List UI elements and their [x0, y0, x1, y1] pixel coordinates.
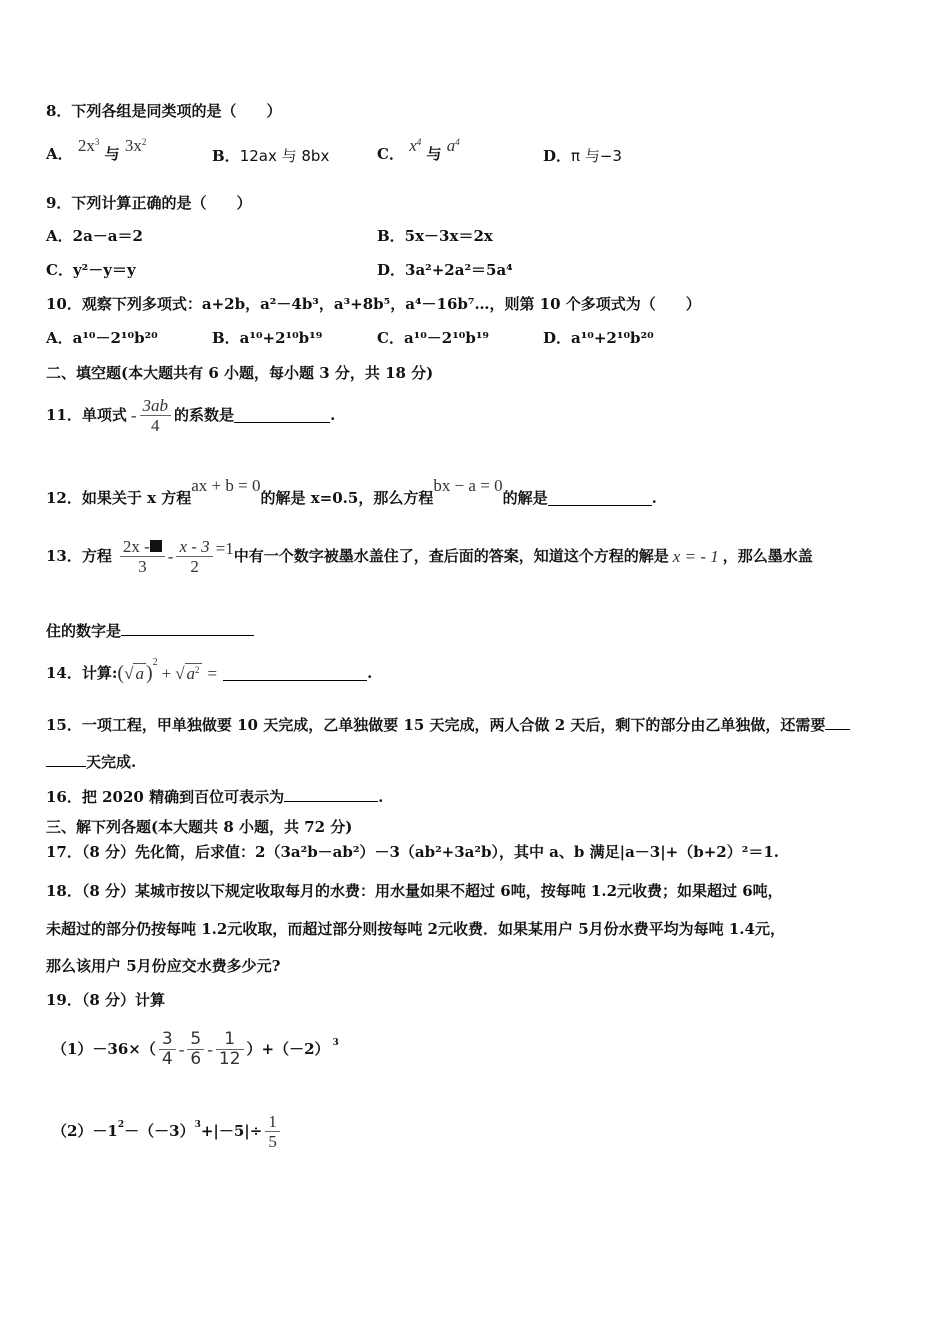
q8-option-b: B．12ax 与 8bx — [212, 147, 330, 165]
q15-answer-blank-a[interactable] — [825, 715, 850, 730]
q10-option-d: D．a¹⁰+2¹⁰b²⁰ — [543, 329, 654, 347]
q17: 17．（8 分）先化简，后求值：2（3a²b－ab²）－3（ab²+3a²b），其中 a、b 满足|a－3|+（b+2）²＝1. — [46, 843, 779, 861]
q13-fraction-1: $\frac{2x -}{3}$ — [120, 538, 165, 575]
q11: 11．单项式 - $\frac{3ab}{4}$ 的系数是 . — [46, 395, 336, 435]
q13-answer-blank[interactable] — [121, 621, 254, 636]
q19-fraction-5-6: $\frac{5}{6}$ — [187, 1031, 204, 1068]
q12-answer-blank[interactable] — [548, 491, 652, 506]
q16: 16．把 2020 精确到百位可表示为 . — [46, 788, 384, 806]
q19-stem: 19．（8 分）计算 — [46, 991, 166, 1009]
q12: 12．如果关于 x 方程 ax + b = 0 的解是 x=0.5，那么方程 bx − a = 0 的解是 . — [46, 476, 657, 507]
q19-fraction-1-5: $\frac{1}{5}$ — [265, 1113, 280, 1150]
q16-answer-blank[interactable] — [284, 787, 378, 802]
q8-option-c: C． $x^4$ 与 $a^4$ — [377, 136, 460, 163]
q8-option-a: A． $2x^3$ 与 $3x^2$ — [46, 136, 147, 163]
q9-stem: 9．下列计算正确的是（ ） — [46, 194, 252, 212]
ink-blot-square — [150, 540, 162, 552]
q10-stem: 10．观察下列多项式：a+2b，a²－4b³，a³+8b⁵，a⁴－16b⁷…，则第 10 个多项式为（ ） — [46, 295, 701, 313]
q15-line2: 天完成. — [46, 752, 136, 770]
q19-fraction-3-4: $\frac{3}{4}$ — [159, 1031, 176, 1068]
q9-option-a: A．2a－a＝2 — [46, 227, 143, 245]
q11-answer-blank[interactable] — [234, 408, 330, 423]
q18-line3: 那么该用户 5月份应交水费多少元? — [46, 957, 281, 975]
q10-option-b: B．a¹⁰+2¹⁰b¹⁹ — [212, 329, 323, 347]
q14: 14．计算: ( √ a ) 2 + √ $a^2$ = . — [46, 657, 373, 684]
q8-stem: 8．下列各组是同类项的是（ ） — [46, 102, 282, 120]
q9-option-b: B．5x－3x＝2x — [377, 227, 493, 245]
q8-option-d: D．π 与−3 — [543, 147, 622, 165]
q13: 13．方程 $\frac{2x -}{3}$ - $\frac{x - 3}{2}$ =1 中有一个数字被墨水盖住了，查后面的答案，知道这个方程的解是 x = - 1 ，那么墨水盖 — [46, 536, 813, 576]
q18-line2: 未超过的部分仍按每吨 1.2元收取，而超过部分则按每吨 2元收费．如果某用户 5月份水费平均为每吨 1.4元， — [46, 920, 785, 938]
q15-line1: 15．一项工程，甲单独做要 10 天完成，乙单独做要 15 天完成，两人合做 2 天后，剩下的部分由乙单独做，还需要 — [46, 715, 850, 733]
q11-fraction: $\frac{3ab}{4}$ — [140, 397, 172, 434]
q9-option-c: C．y²－y＝y — [46, 261, 136, 279]
q13-fraction-2: $\frac{x - 3}{2}$ — [176, 538, 212, 575]
q19-part2: （2）－1 2 －（－3） 3 +|－5|÷ $\frac{1}{5}$ — [52, 1108, 283, 1154]
q9-option-d: D．3a²+2a²＝5a⁴ — [377, 261, 513, 279]
q15-answer-blank-b[interactable] — [46, 752, 86, 767]
q10-option-c: C．a¹⁰－2¹⁰b¹⁹ — [377, 329, 490, 347]
q19-fraction-1-12: $\frac{1}{12}$ — [216, 1031, 244, 1068]
q14-answer-blank[interactable] — [223, 666, 367, 681]
section-2-heading: 二、填空题(本大题共有 6 小题，每小题 3 分，共 18 分) — [46, 364, 434, 382]
q13-line2: 住的数字是 — [46, 621, 254, 639]
q10-option-a: A．a¹⁰－2¹⁰b²⁰ — [46, 329, 158, 347]
q19-part1: （1）－36×（ $\frac{3}{4}$ - $\frac{5}{6}$ - $\frac{1}{12}$ ）+（－2） 3 — [52, 1028, 339, 1069]
section-3-heading: 三、解下列各题(本大题共 8 小题，共 72 分) — [46, 818, 353, 836]
q18-line1: 18．（8 分）某城市按以下规定收取每月的水费：用水量如果不超过 6吨，按每吨 1.2元收费；如果超过 6吨， — [46, 882, 783, 900]
